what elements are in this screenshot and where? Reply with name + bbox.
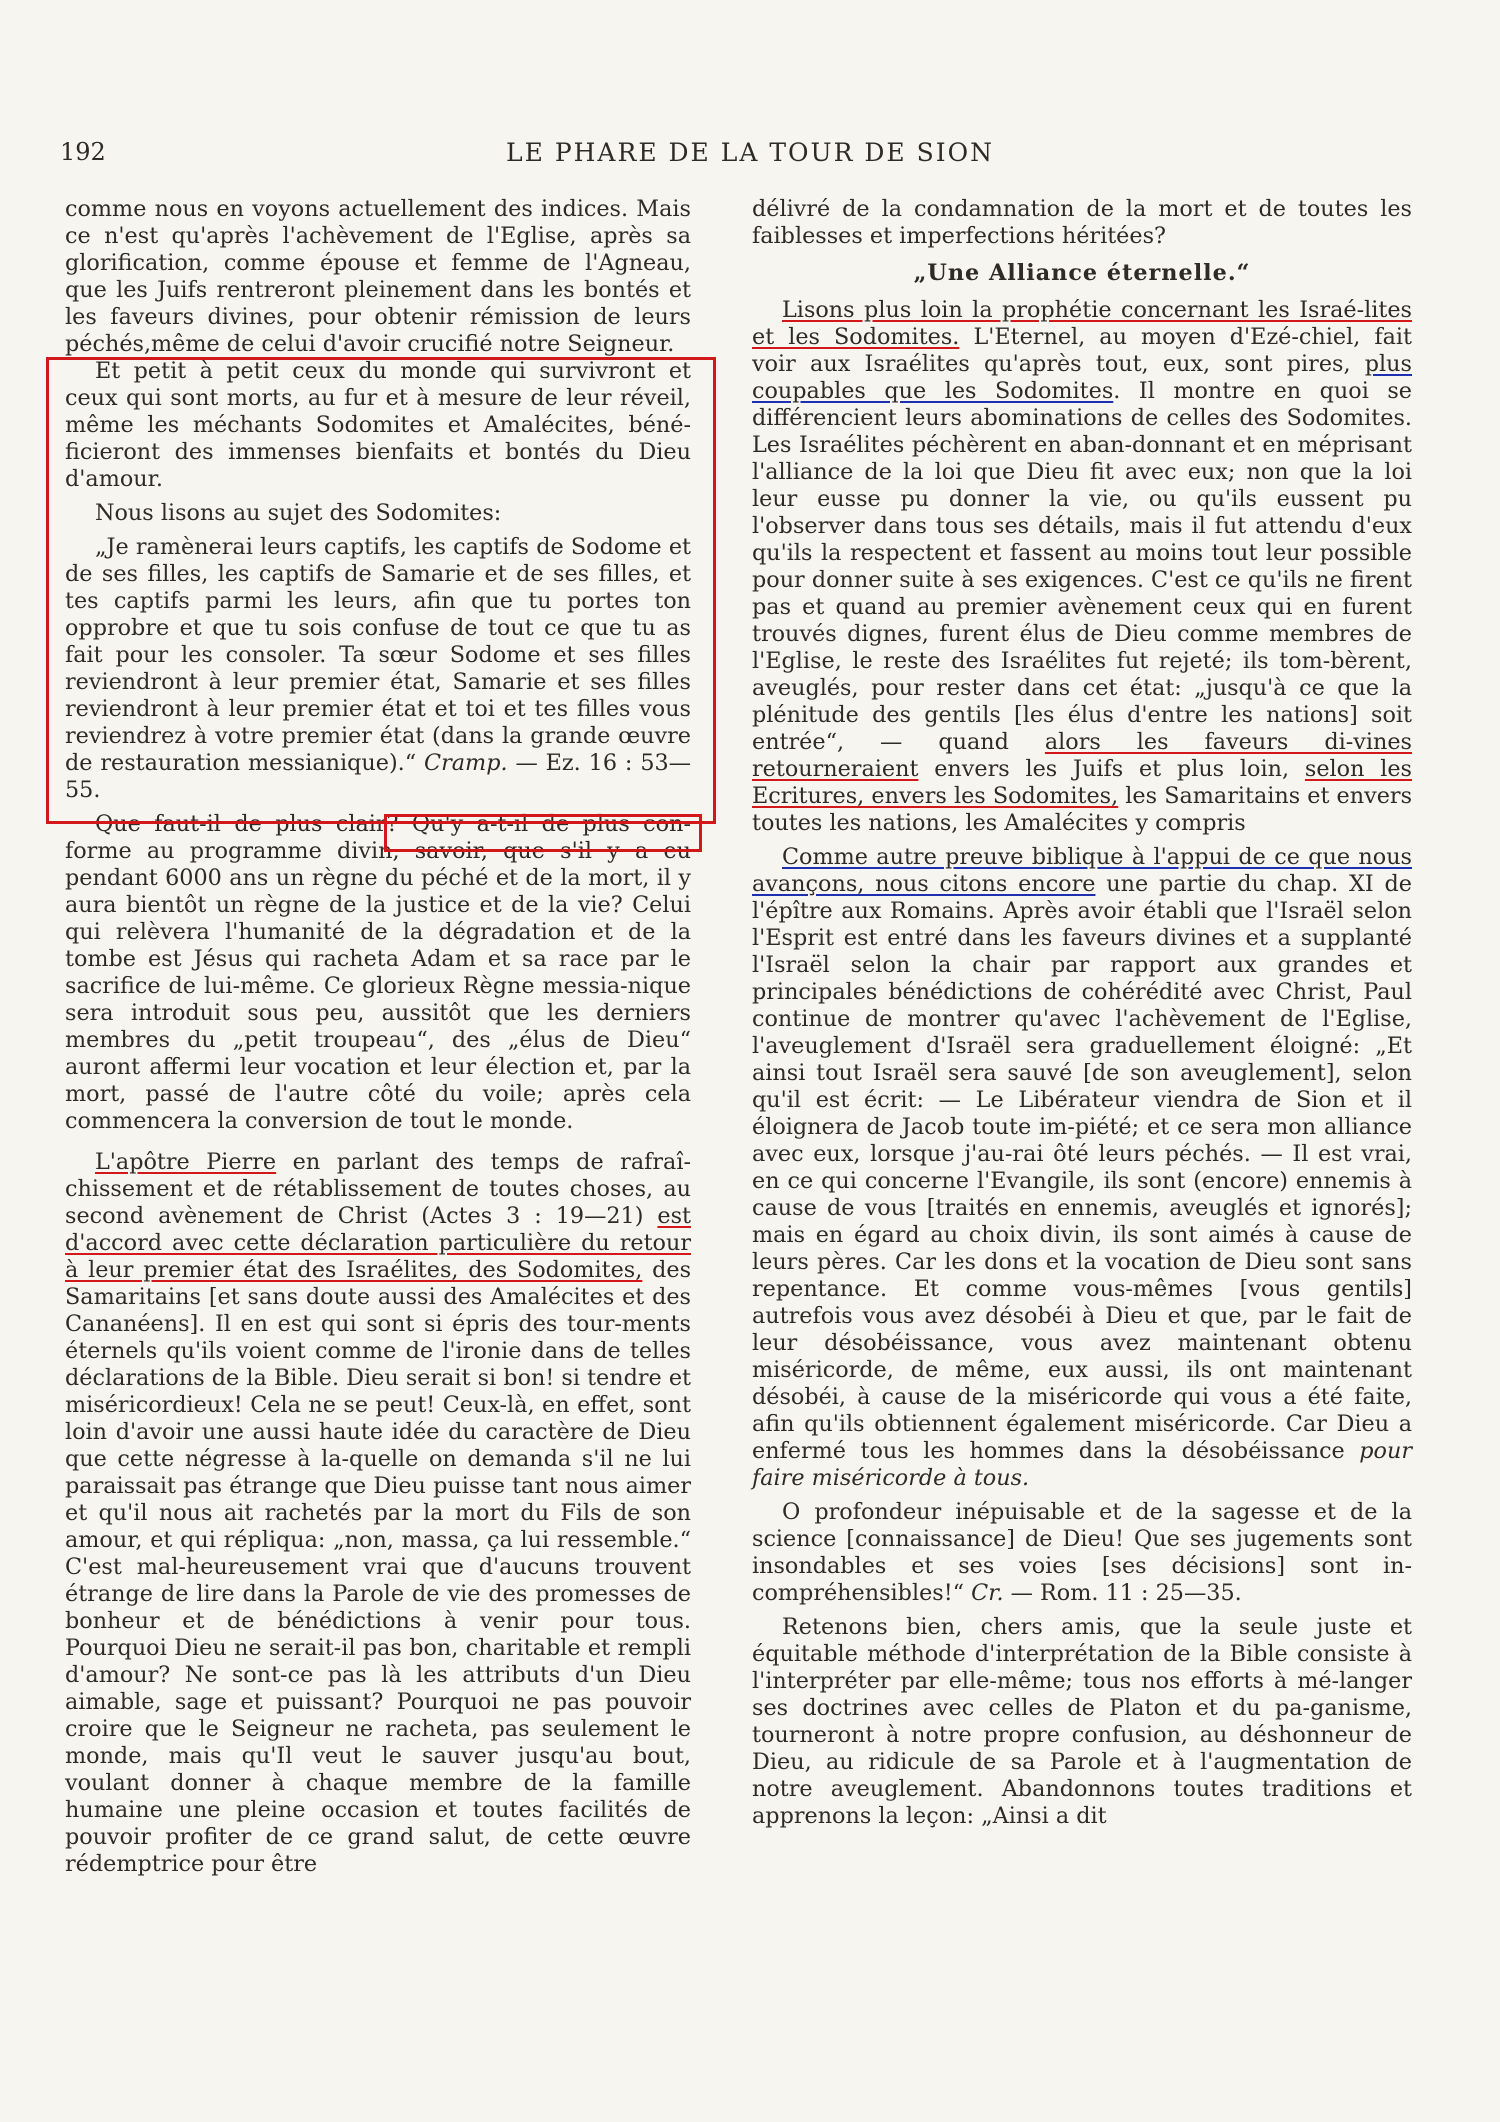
underlined-text: L'apôtre Pierre — [95, 1149, 277, 1175]
paragraph: L'apôtre Pierre en parlant des temps de rafraî-chissement et de rétablissement de toutes choses, au second avènement de Christ (Actes 3 : 19—21) est d'accord avec cette déclaration particulière du retour à leur premier état des Israélites, des Sodomites, des Samaritains [et sans doute aussi des Amalécites et des Cananéens]. Il en est qui sont si épris des tour-ments éternels qu'ils voient comme de l'ironie dans de telles déclarations de la Bible. Dieu serait si bon! si tendre et miséricordieux! Cela ne se peut! Ceux-là, en effet, sont loin d'avoir une aussi haute idée du caractère de Dieu que cette négresse à la-quelle on demanda s'il ne lui paraissait pas étrange que Dieu puisse tant nous aimer et qu'il nous ait rachetés par la mort du Fils de son amour, et qui répliqua: „non, massa, ça lui ressemble.“ C'est mal-heureusement vrai que d'aucuns trouvent étrange de lire dans la Parole de vie des promesses de bonheur et de bénédictions à venir pour tous. Pourquoi Dieu ne serait-il pas bon, charitable et rempli d'amour? Ne sont-ce pas là les attributs d'un Dieu aimable, sage et puissant? Pourquoi ne pas pouvoir croire que le Seigneur ne racheta, pas seulement le monde, mais qu'Il veut le sauver jusqu'au bout, voulant donner à chaque membre de la famille humaine une pleine occasion et toutes facilités de pouvoir profiter de ce grand salut, de cette œuvre rédemptrice pour être — [65, 1149, 692, 1877]
paragraph: délivré de la condamnation de la mort et de toutes les faiblesses et imperfections héritées? — [752, 196, 1412, 249]
paragraph: Lisons plus loin la prophétie concernant les Israé-lites et les Sodomites. L'Eternel, au moyen d'Ezé-chiel, fait voir aux Israélites qu'après tout, eux, sont pires, plus coupables que les Sodomites. Il montre en quoi se différencient leurs abominations de celles des Sodomites. Les Israélites péchèrent en aban-donnant et en méprisant l'alliance de la loi que Dieu fit avec eux; non que la loi leur eusse pu donner la vie, ou qu'ils eussent pu l'observer dans tous ses détails, mais il fut attendu d'eux qu'ils la respectent et fassent au moins tout leur possible pour donner suite à ses exigences. C'est ce qu'ils ne firent pas et quand au premier avènement ceux qui en furent trouvés dignes, furent élus de Dieu comme membres de l'Eglise, le reste des Israélites fut rejeté; ils tom-bèrent, aveuglés, pour rester dans cet état: „jusqu'à ce que la plénitude des gentils [les élus d'entre les nations] soit entrée“, — quand alors les faveurs di-vines retourneraient envers les Juifs et plus loin, selon les Ecritures, envers les Sodomites, les Samaritains et envers toutes les nations, les Amalécites y compris — [752, 297, 1413, 836]
highlight-box — [384, 814, 702, 852]
underlined-text: alors les faveurs di-vines retourneraient — [752, 729, 1412, 782]
right-column — [752, 196, 1412, 1830]
underlined-text: est d'accord avec cette déclaration particulière du retour à leur premier état des Israélites, des Sodomites, — [65, 1203, 691, 1283]
paragraph: O profondeur inépuisable et de la sagesse et de la science [connaissance] de Dieu! Que ses jugements sont insondables et ses voies [ses décisions] sont in-compréhensibles!“ Cr. — Rom. 11 : 25—35. — [752, 1499, 1412, 1606]
paragraph: Retenons bien, chers amis, que la seule juste et équitable méthode d'interprétation de la Bible consiste à l'interpréter par elle-même; tous nos efforts à mé-langer ses doctrines avec celles de Platon et du pa-ganisme, tourneront à notre propre confusion, au déshonneur de Dieu, au ridicule de sa Parole et à l'augmentation de notre aveuglement. Abandonnons toutes traditions et apprenons la leçon: „Ainsi a dit — [752, 1614, 1412, 1829]
translation-source: Cramp. — [424, 750, 508, 776]
running-title: LE PHARE DE LA TOUR DE SION — [506, 138, 994, 167]
translation-source: Cr. — [971, 1580, 1004, 1606]
paragraph: Et petit à petit ceux du monde qui survivront et ceux qui sont morts, au fur et à mesure de leur réveil, même les méchants Sodomites et Amalécites, béné-ficieront des immenses bienfaits et bontés du Dieu d'amour. — [65, 358, 691, 492]
page-number: 192 — [60, 138, 106, 166]
underlined-text: Comme autre preuve biblique à l'appui de ce que nous avançons, nous citons encore — [752, 844, 1412, 897]
italic-text: pour faire miséricorde à tous. — [752, 1438, 1412, 1491]
section-heading: „Une Alliance éternelle.“ — [913, 260, 1251, 286]
highlight-box — [46, 357, 716, 824]
scripture-reference: — Ez. 16 : 53—55. — [65, 750, 691, 803]
underlined-text: selon les Ecritures, envers les Sodomites, — [752, 756, 1412, 809]
paragraph: comme nous en voyons actuellement des indices. Mais ce n'est qu'après l'achèvement de l'Eglise, après sa glorification, comme épouse et femme de l'Agneau, que les Juifs rentreront pleinement dans les bontés et les faveurs divines, pour obtenir rémission de leurs péchés,même de celui d'avoir crucifié notre Seigneur. — [65, 196, 691, 357]
paragraph: Que faut-il de plus clair? Qu'y a-t-il de plus con-forme au programme divin, savoir, que s'il y a eu pendant 6000 ans un règne du péché et de la mort, il y aura bientôt un règne de la justice et de la vie? Celui qui relèvera l'humanité de la dégradation et de la tombe est Jésus qui racheta Adam et sa race par le sacrifice de lui-même. Ce glorieux Règne messia-nique sera introduit sous peu, aussitôt que les derniers membres du „petit troupeau“, des „élus de Dieu“ auront affermi leur vocation et leur élection et, par la mort, passé de l'autre côté du voile; après cela commencera la conversion de tout le monde. — [65, 811, 691, 1134]
underlined-text: Lisons plus loin la prophétie concernant les Israé-lites et les Sodomites. — [752, 297, 1412, 350]
quotation-text: „Je ramènerai leurs captifs, les captifs de Sodome et de ses filles, les captifs de Samarie et de ses filles, et tes captifs parmi les leurs, afin que tu portes ton opprobre et que tu sois confuse de tout ce que tu as fait pour les consoler. Ta sœur Sodome et ses filles reviendront à leur premier état, Samarie et ses filles reviendront à leur premier état et toi et tes filles vous reviendrez à votre premier état (dans la grande œuvre de restauration messianique).“ — [65, 534, 691, 776]
paragraph: Nous lisons au sujet des Sodomites: — [95, 500, 502, 526]
scripture-reference: — Rom. 11 : 25—35. — [1003, 1580, 1242, 1606]
paragraph: Comme autre preuve biblique à l'appui de ce que nous avançons, nous citons encore une partie du chap. XI de l'épître aux Romains. Après avoir établi que l'Israël selon l'Esprit est entré dans les faveurs divines et a supplanté l'Israël selon la chair par rapport aux grandes et principales bénédictions de cohérédité avec Christ, Paul continue de montrer qu'avec l'achèvement de l'Eglise, l'aveuglement d'Israël sera graduellement éloigné: „Et ainsi tout Israël sera sauvé [de son aveuglement], selon qu'il est écrit: — Le Libérateur viendra de Sion et il éloignera de Jacob toute im-piété; et ce sera mon alliance avec eux, lorsque j'au-rai ôté leurs péchés. — Il est vrai, en ce qui concerne l'Evangile, ils sont (encore) ennemis à cause de vous [traités en ennemis, aveuglés et ignorés]; mais en égard au choix divin, ils sont aimés à cause de leurs pères. Car les dons et la vocation de Dieu sont sans repentance. Et comme vous-mêmes [vous gentils] autrefois vous avez désobéi à Dieu et que, par le fait de leur désobéissance, vous avez maintenant obtenu miséricorde, de même, eux aussi, ils ont maintenant désobéi, à cause de la miséricorde qui vous a été faite, afin qu'ils obtiennent également miséricorde. Car Dieu a enfermé tous les hommes dans la désobéissance pour faire miséricorde à tous. — [752, 844, 1412, 1491]
question-text: Que faut-il de plus clair? — [95, 811, 399, 837]
underlined-text: plus coupables que les Sodomites — [752, 351, 1412, 404]
running-header — [0, 138, 1500, 170]
